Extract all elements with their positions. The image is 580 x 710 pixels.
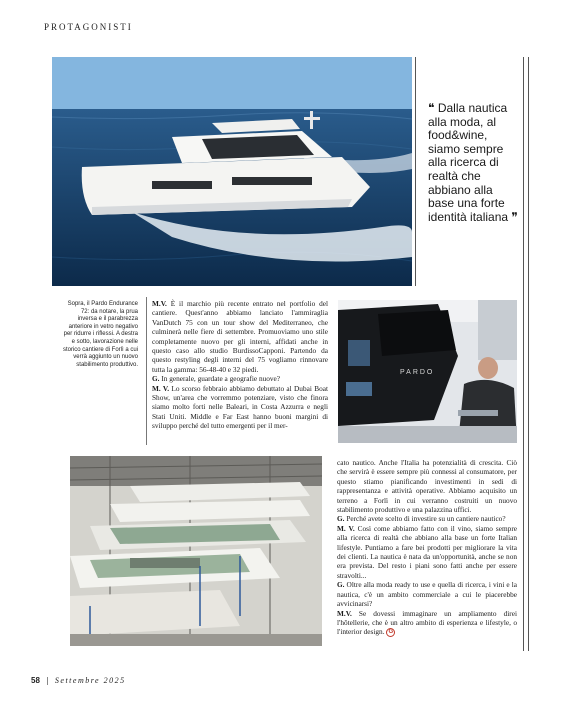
page-number: 58 <box>31 676 40 685</box>
quote-open-mark: ❝ <box>428 101 435 115</box>
factory-photo <box>338 300 517 443</box>
paragraph: G. In generale, guardate a geografie nuove? <box>152 374 281 384</box>
footer-divider <box>47 677 48 685</box>
yacht-photo <box>52 57 412 286</box>
article-column-2 <box>337 458 517 637</box>
page-footer <box>31 676 126 685</box>
quote-rule <box>415 57 416 286</box>
column-rule <box>523 57 524 651</box>
article-column-1 <box>152 299 328 431</box>
quote-close-mark: ❞ <box>511 209 518 224</box>
section-label: PROTAGONISTI <box>44 22 133 32</box>
end-mark-icon: G <box>386 628 395 637</box>
paragraph: G. Perché avete scelto di investire su un cantiere nautico? <box>337 514 506 524</box>
paragraph: M.V. È il marchio più recente entrato nel portfolio del cantiere. Quest'anno abbiamo lanciato l'ammiraglia VanDutch 75 con un tour show del Mediterraneo, che culminerà nelle fiere di settembre. Promuoviamo uno stile completamente nuovo per gli interni, affidati anche in questo caso allo studio BurdissoCapponi. Partendo da questo restyling degli interni del 75 vogliamo rinnovare tutta la gamma: 56-48-40 e 32 piedi. <box>152 299 328 374</box>
paragraph: M. V. Lo scorso febbraio abbiamo debuttato al Dubai Boat Show, un'area che vorremmo potenziare, visto che finora siamo molto forti nelle Baleari, in Costa Azzurra e negli Stati Uniti. Middle e Far East hanno buoni margini di sviluppo perché del tutto emergenti per il mer- <box>152 383 328 431</box>
pull-quote <box>428 102 520 224</box>
paragraph: G. Oltre alla moda ready to use e quella di ricerca, i vini e la nautica, c'è un ambito commerciale a cui le piacerebbe avvicinarsi? <box>337 580 517 609</box>
photo-caption: Sopra, il Pardo Endurance 72: da notare, la prua inversa e il parabrezza anteriore in vetro negativo per ridurre i riflessi. A destra e sotto, lavorazione nelle storico cantiere di Forlì a cui verrà aggiunto un nuovo stabilimento produttivo. <box>62 301 138 368</box>
issue-date: Settembre 2025 <box>54 676 126 685</box>
column-rule <box>528 57 529 651</box>
paragraph: M.V. Se dovessi immaginare un ampliamento direi l'hôtellerie, che è un altro ambito di esperienza e lifestyle, o l'interior design. G <box>337 608 517 637</box>
pardo-logo-text: PARDO <box>400 369 435 376</box>
paragraph: cato nautico. Anche l'Italia ha potenzialità di crescita. Ciò che servirà è essere sempre più connessi al consumatore, per questo stiamo pianificando investimenti in sedi di rappresentanza e attività operative. Abbiamo acquisito un terreno a Forlì in cui verranno costruiti un nuovo stabilimento produttivo e una palazzina uffici. <box>337 458 517 515</box>
caption-rule <box>146 297 147 445</box>
shipyard-photo <box>70 456 322 646</box>
paragraph: M. V. Così come abbiamo fatto con il vino, siamo sempre alla ricerca di realtà che abbiano alla base un forte Italian lifestyle. Puntiamo a fare bei prodotti per migliorare la vita dei clienti. La nautica è nata da un'opportunità, anche se non era prevista. Del resto i piani sono fatti anche per essere stravolti... <box>337 523 517 580</box>
quote-text: Dalla nautica alla moda, al food&wine, siamo sempre alla ricerca di realtà che abbiano alla base una forte identità italiana <box>428 101 509 224</box>
